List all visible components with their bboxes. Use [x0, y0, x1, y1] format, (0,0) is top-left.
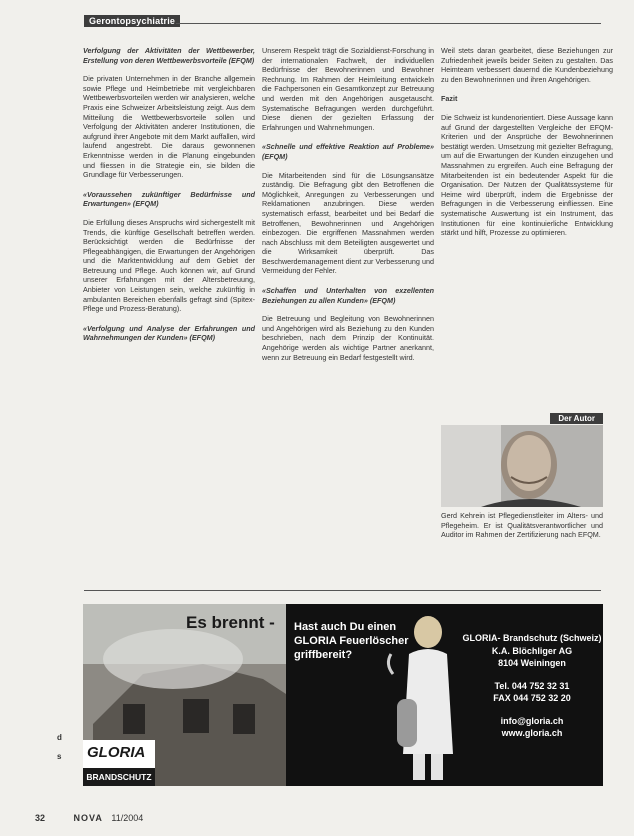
gloria-logo — [83, 740, 155, 786]
logo-wordmark: GLORIA — [87, 744, 146, 761]
subheading: «Voraussehen zukünftiger Bedürfnisse und Erwartungen» (EFQM) — [83, 189, 255, 209]
paragraph: Die Erfüllung dieses Anspruchs wird sichergestellt mit Trends, die künftige Gesellschaft betreffen werden. Berücksichtigt werden die Bedürfnisse der Pflegeabhängigen, die Erwartungen der Angehörigen und die Marktentwicklung auf dem Gebiet der Betreuung und Pflege. Auch können wir, auf Grund unserer Erfahrungen mit der Altersbetreuung, Anbieter von Leistungen sein, welche zukünftig in ambulanten Bereichen ebenfalls gefragt sind (Spitex-Pflege und Prozess-Beratung). — [83, 217, 255, 314]
ad-city: 8104 Weiningen — [498, 658, 566, 668]
ad-firm: K.A. Blöchliger AG — [491, 645, 573, 656]
ad-fax: FAX 044 752 32 20 — [493, 693, 571, 703]
paragraph: Die privaten Unternehmen in der Branche allgemein sowie Pflege und Heimbetriebe mit vergleichbaren Wettbewerbsvorteilen werden wir analysieren, welche Praxis eine Schweizer Arbeitsleistung zeigt. Aus dem Mitteilung die Wettbewerbsvorteile sollen und Verfolgung der Aktivitäten anderer Institutionen, die aufgrund ihrer Angebote mit dem Markt auffallen, wird laufend angestrebt. Die daraus gewonnenen Erkenntnisse werden in die Planung eingebunden und fliessen in die Strategie ein, sie bilden die Grundlage für Verbesserungen. — [83, 74, 255, 180]
author-label: Der Autor — [550, 413, 603, 424]
paragraph: Unserem Respekt trägt die Sozialdienst-Forschung in der internationalen Fachwelt, der individuellen Bedürfnisse der Bewohnerinnen und Bewohner Rechnung. Im Rahmen der Heimleitung entwickeln die Fachpersonen ein Gesamtkonzept zur Betreuung und werden mit den Angehörigen ausgetauscht. Systematische Befragungen werden durchgeführt. Diese dienen der gezielten Erfassung der Erfahrungen und Wahrnehmungen. — [262, 46, 434, 132]
paragraph: Weil stets daran gearbeitet, diese Beziehungen zur Zufriedenheit jeweils beider Seiten zu gestalten. Das Heimteam verbessert dauernd die Kundenbeziehung zu den Bewohnerinnen und ihren Angehörigen. — [441, 46, 613, 84]
subheading: Verfolgung der Aktivitäten der Wettbewerber, Erstellung von deren Wettbewerbsvorteile (EFQM) — [83, 46, 255, 65]
subheading: «Schnelle und effektive Reaktion auf Probleme» (EFQM) — [262, 142, 434, 161]
page-number: 32 — [35, 813, 46, 823]
author-caption: Gerd Kehrein ist Pflegedienstleiter im Alters- und Pflegeheim. Er ist Qualitätsverantwortlicher und Auditor im Rahmen der Zertifizierung nach EFQM. — [441, 511, 603, 540]
gloria-advertisement — [83, 604, 603, 786]
issue-number: 11/2004 — [111, 813, 144, 823]
author-portrait-image — [441, 425, 603, 507]
top-rule — [176, 23, 601, 24]
subheading: Fazit — [441, 94, 458, 104]
ad-website[interactable]: www.gloria.ch — [501, 728, 563, 738]
subheading: «Verfolgung und Analyse der Erfahrungen und Wahrnehmungen der Kunden» (EFQM) — [83, 323, 255, 343]
section-tag: Gerontopsychiatrie — [84, 15, 180, 27]
ad-photo — [83, 604, 286, 786]
page-footer — [35, 813, 143, 823]
logo-bar: BRANDSCHUTZ — [83, 768, 155, 786]
ad-company: GLORIA- Brandschutz (Schweiz) — [462, 633, 602, 643]
ad-contact-block — [461, 632, 603, 740]
article-column-3 — [441, 46, 613, 248]
side-mark: d — [57, 733, 62, 742]
ad-tel: Tel. 044 752 32 31 — [494, 680, 570, 691]
ad-question: Hast auch Du einen GLORIA Feuerlöscher griffbereit? — [294, 621, 409, 661]
child-with-extinguisher-image — [383, 604, 473, 786]
paragraph: Die Mitarbeitenden sind für die Lösungsansätze zuständig. Die Befragung gibt den Betroffenen die Möglichkeit, Anregungen zu Verbesserungen und Reklamationen anzubringen. Diese werden systematisch erfasst, bearbeitet und bei Bedarf die Betroffenen, Bewohnerinnen und Angehörigen einbezogen. Die ergriffenen Massnahmen werden nach Abschluss mit dem Beteiligten ausgewertet und die Wirksamkeit überprüft. Das Beschwerdemanagement dient zur Verbesserung und Vermeidung der Fehler. — [262, 170, 434, 276]
paragraph: Die Schweiz ist kundenorientiert. Diese Aussage kann auf Grund der dargestellten Vergleiche der EFQM-Kriterien und der Ansprüche der Bewohnerinnen bestätigt werden. Umsetzung mit gezielter Befragung, um auf die Erwartungen der Kunden einzugehen und Massnahmen zu ergreifen. Auch eine Befragung der Mitarbeitenden ist ein bedeutender Aspekt für die Organisation. Der Nutzen der Qualitätssysteme für Heime wird überprüft, indem die Ergebnisse der Befragungen in die Verbesserung einfliessen. Eine systematische Auswertung ist ein Instrument, das Institutionen für eine kontinuierliche Entwicklung stärkt und hilft, Prozesse zu optimieren. — [441, 112, 613, 238]
article-column-1 — [83, 46, 255, 352]
side-mark: s — [57, 752, 62, 761]
subheading: «Schaffen und Unterhalten von exzellenten Beziehungen zu allen Kunden» (EFQM) — [262, 286, 434, 305]
article-column-2 — [262, 46, 434, 372]
ad-headline: Es brennt - — [186, 613, 275, 632]
ad-email[interactable]: info@gloria.ch — [500, 715, 564, 726]
side-marks — [57, 733, 62, 761]
paragraph: Die Betreuung und Begleitung von Bewohnerinnen und Angehörigen wird als Beziehung zu den Kunden beschrieben, nach dem Prinzip der Kontinuität. Angehörige werden als wichtige Partner anerkannt, wenn zur Betreuung ein Bedarf festgestellt wird. — [262, 314, 434, 362]
bottom-rule — [84, 590, 601, 591]
author-photo — [441, 425, 603, 507]
magazine-name: NOVA — [73, 813, 103, 823]
